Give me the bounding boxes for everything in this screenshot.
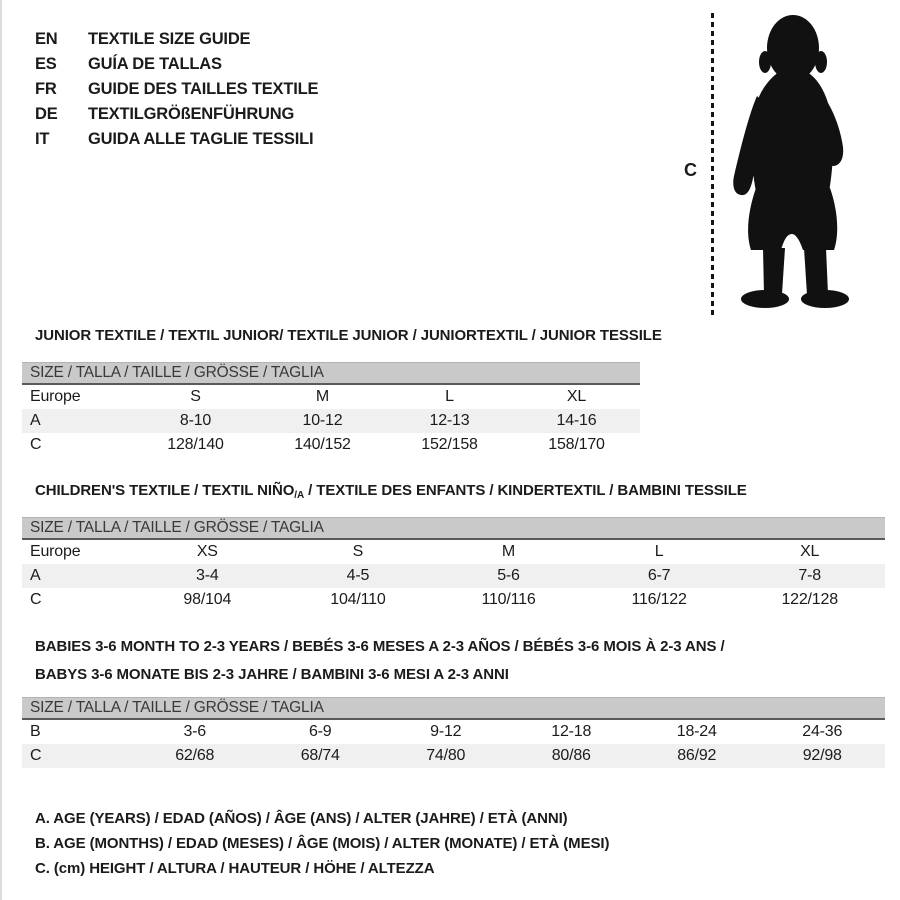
row-label: A <box>30 412 41 429</box>
language-row <box>35 102 318 127</box>
legend-line-b: B. AGE (MONTHS) / EDAD (MESES) / ÂGE (MOIS) / ALTER (MONATE) / ETÀ (MESI) <box>35 835 610 852</box>
size-header-bar: SIZE / TALLA / TAILLE / GRÖSSE / TAGLIA <box>22 362 640 385</box>
guide-title: GUIDA ALLE TAGLIE TESSILI <box>88 130 314 148</box>
size-cell: XL <box>800 543 820 560</box>
guide-title: GUIDE DES TAILLES TEXTILE <box>88 80 319 98</box>
table-row-age <box>22 409 640 433</box>
language-code: FR <box>35 80 57 98</box>
age-cell: 3-4 <box>196 567 219 584</box>
height-measure-label: C <box>684 160 697 180</box>
row-label: B <box>30 723 41 740</box>
age-cell: 14-16 <box>556 412 597 429</box>
image-left-edge <box>0 0 2 900</box>
language-row <box>35 127 318 152</box>
height-cell: 86/92 <box>677 747 717 764</box>
size-header-bar: SIZE / TALLA / TAILLE / GRÖSSE / TAGLIA <box>22 697 885 720</box>
table-row-europe <box>22 540 885 564</box>
table-row-age-months <box>22 720 885 744</box>
row-label: C <box>30 436 42 453</box>
babies-title-line1: BABIES 3-6 MONTH TO 2-3 YEARS / BEBÉS 3-6 MESES A 2-3 AÑOS / BÉBÉS 3-6 MOIS À 2-3 ANS / <box>35 638 725 655</box>
height-cell: 98/104 <box>183 591 232 608</box>
row-label: C <box>30 591 42 608</box>
guide-title: GUÍA DE TALLAS <box>88 55 222 73</box>
height-cell: 152/158 <box>421 436 478 453</box>
babies-section-title <box>35 633 815 689</box>
age-cell: 24-36 <box>802 723 843 740</box>
size-cell: XL <box>566 388 587 405</box>
row-label: Europe <box>30 543 81 560</box>
height-cell: 158/170 <box>548 436 605 453</box>
language-row <box>35 27 318 52</box>
age-cell: 8-10 <box>179 412 212 429</box>
toddler-silhouette-icon <box>725 10 863 312</box>
height-cell: 80/86 <box>551 747 591 764</box>
size-cell: XS <box>196 543 218 560</box>
height-cell: 68/74 <box>300 747 340 764</box>
children-size-table <box>22 517 885 612</box>
height-cell: 74/80 <box>426 747 466 764</box>
size-cell: L <box>654 543 664 560</box>
children-title-main: CHILDREN'S TEXTILE / TEXTIL NIÑO <box>35 482 295 499</box>
measure-legend <box>35 806 609 881</box>
table-row-age <box>22 564 885 588</box>
height-cell: 62/68 <box>175 747 215 764</box>
legend-line-c: C. (cm) HEIGHT / ALTURA / HAUTEUR / HÖHE / ALTEZZA <box>35 860 435 877</box>
age-cell: 7-8 <box>798 567 821 584</box>
age-cell: 10-12 <box>302 412 343 429</box>
height-cell: 104/110 <box>330 591 386 608</box>
language-row <box>35 52 318 77</box>
language-code: DE <box>35 105 58 123</box>
age-cell: 4-5 <box>346 567 370 584</box>
babies-title-line2: BABYS 3-6 MONATE BIS 2-3 JAHRE / BAMBINI 3-6 MESI A 2-3 ANNI <box>35 666 509 683</box>
children-title-rest: / TEXTILE DES ENFANTS / KINDERTEXTIL / BAMBINI TESSILE <box>304 482 747 499</box>
guide-title: TEXTILE SIZE GUIDE <box>88 30 251 48</box>
age-cell: 6-7 <box>647 567 671 584</box>
size-cell: M <box>315 388 330 405</box>
age-cell: 9-12 <box>430 723 462 740</box>
guide-title: TEXTILGRÖßENFÜHRUNG <box>88 105 295 123</box>
row-label: C <box>30 747 42 764</box>
height-cell: 122/128 <box>781 591 838 608</box>
babies-size-table <box>22 697 885 768</box>
age-cell: 18-24 <box>676 723 717 740</box>
size-header-bar: SIZE / TALLA / TAILLE / GRÖSSE / TAGLIA <box>22 517 885 540</box>
children-section-title <box>35 482 747 501</box>
row-label: Europe <box>30 388 81 405</box>
table-row-height <box>22 433 640 457</box>
language-code: IT <box>35 130 50 148</box>
age-cell: 6-9 <box>308 723 332 740</box>
age-cell: 12-13 <box>429 412 470 429</box>
age-cell: 12-18 <box>551 723 592 740</box>
junior-section-title: JUNIOR TEXTILE / TEXTIL JUNIOR/ TEXTILE JUNIOR / JUNIORTEXTIL / JUNIOR TESSILE <box>35 327 662 344</box>
legend-line-a: A. AGE (YEARS) / EDAD (AÑOS) / ÂGE (ANS) / ALTER (JAHRE) / ETÀ (ANNI) <box>35 810 568 827</box>
height-cell: 116/122 <box>631 591 687 608</box>
language-row <box>35 77 318 102</box>
height-cell: 110/116 <box>481 591 536 608</box>
height-cell: 140/152 <box>294 436 351 453</box>
age-cell: 3-6 <box>183 723 207 740</box>
children-title-suffix: /A <box>294 490 305 501</box>
age-cell: 5-6 <box>497 567 520 584</box>
row-label: A <box>30 567 41 584</box>
size-cell: L <box>445 388 454 405</box>
table-row-europe <box>22 385 640 409</box>
height-cell: 128/140 <box>167 436 224 453</box>
height-cell: 92/98 <box>802 747 842 764</box>
size-cell: S <box>352 543 364 560</box>
table-row-height <box>22 744 885 768</box>
language-code: ES <box>35 55 57 73</box>
size-cell: M <box>501 543 516 560</box>
height-measure-dotted-line <box>711 13 714 319</box>
junior-size-table <box>22 362 640 457</box>
table-row-height <box>22 588 885 612</box>
size-cell: S <box>190 388 201 405</box>
language-title-list <box>35 27 318 152</box>
language-code: EN <box>35 30 58 48</box>
